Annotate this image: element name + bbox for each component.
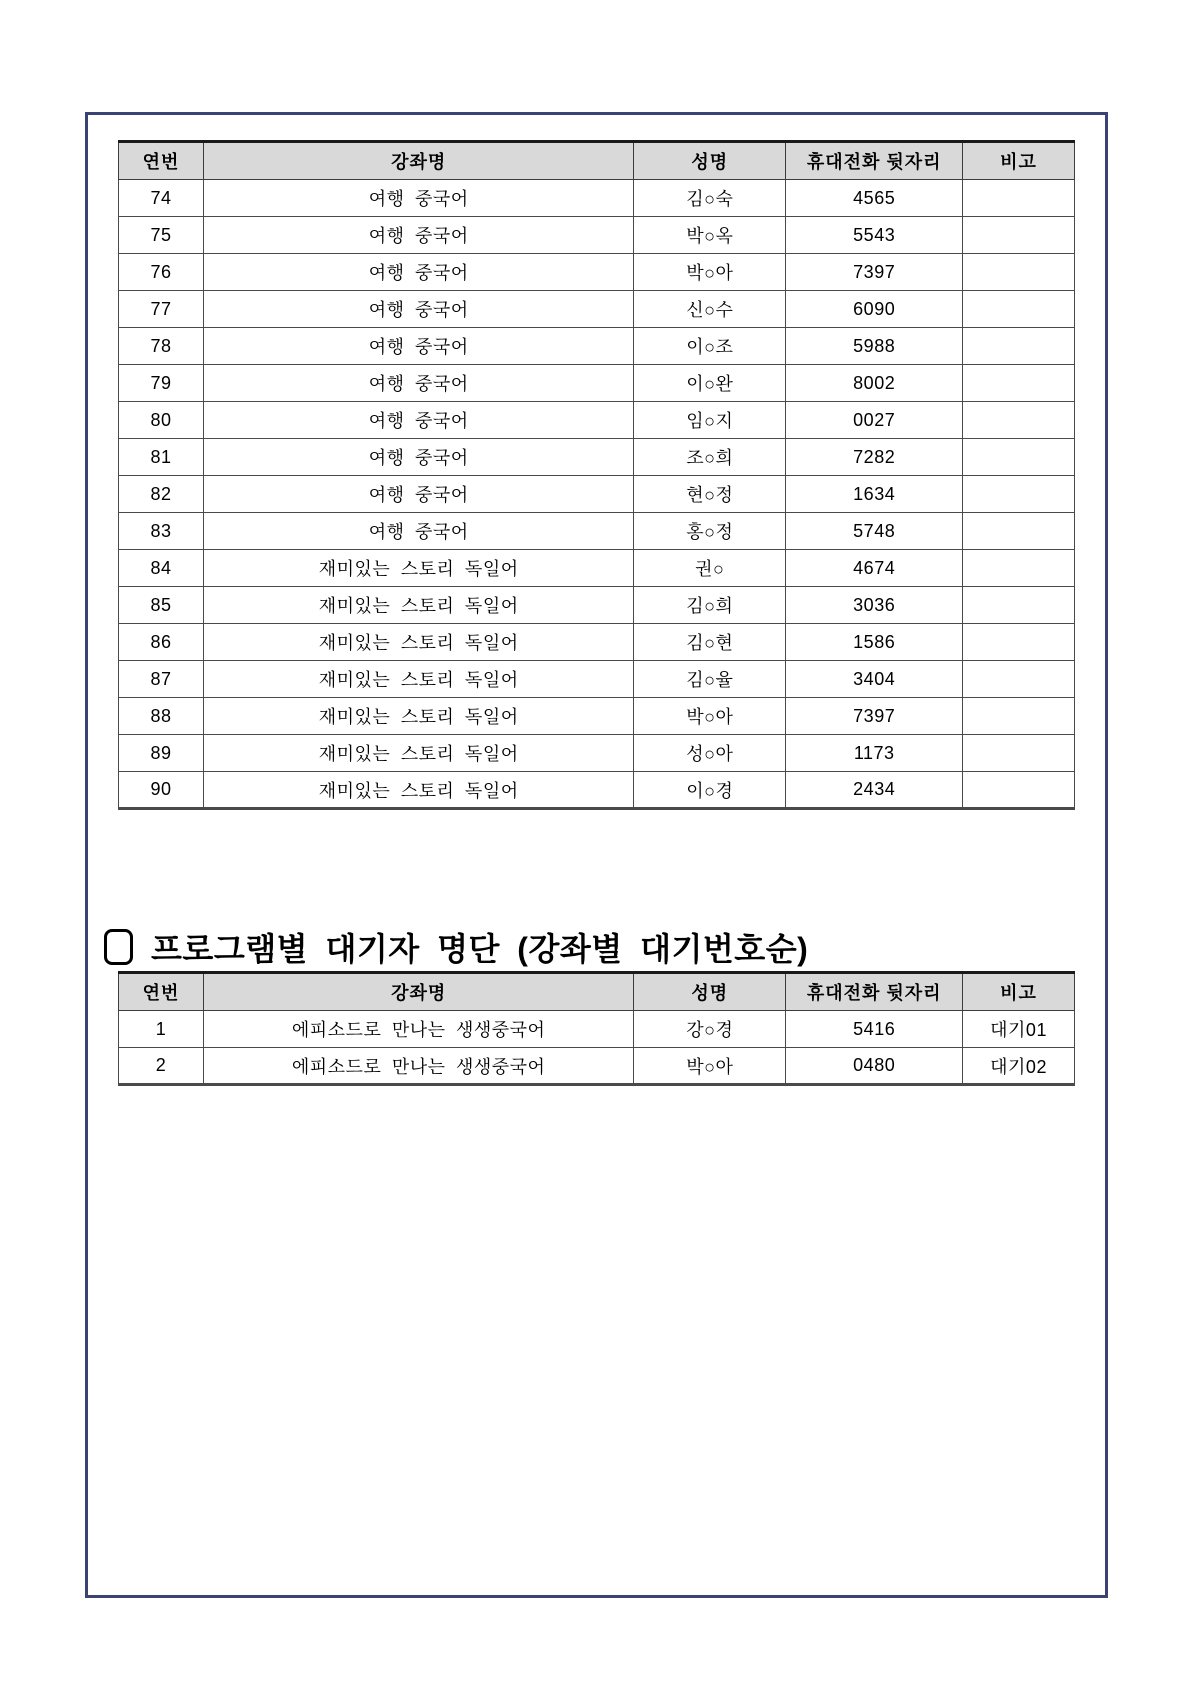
table-cell: 75 — [119, 217, 204, 254]
waitlist-table — [118, 971, 1075, 1086]
waitlist-header-row — [119, 973, 1075, 1011]
table-cell: 80 — [119, 402, 204, 439]
table-cell: 85 — [119, 587, 204, 624]
table-cell — [963, 661, 1075, 698]
table-cell — [963, 476, 1075, 513]
table-row — [119, 439, 1075, 476]
table-cell: 박○옥 — [634, 217, 786, 254]
table-row — [119, 772, 1075, 809]
table-cell: 현○정 — [634, 476, 786, 513]
table-cell — [963, 328, 1075, 365]
table-cell — [963, 587, 1075, 624]
column-header: 비고 — [963, 973, 1075, 1011]
column-header: 휴대전화 뒷자리 — [786, 973, 963, 1011]
enrollment-table-container — [118, 140, 1075, 810]
table-cell — [963, 624, 1075, 661]
waitlist-table-container — [118, 971, 1075, 1086]
table-cell: 90 — [119, 772, 204, 809]
table-cell — [963, 772, 1075, 809]
table-cell: 6090 — [786, 291, 963, 328]
table-cell: 0027 — [786, 402, 963, 439]
table-row — [119, 254, 1075, 291]
table-cell: 신○수 — [634, 291, 786, 328]
table-row — [119, 291, 1075, 328]
table-cell: 대기01 — [963, 1011, 1075, 1048]
table-cell: 대기02 — [963, 1048, 1075, 1085]
table-cell — [963, 735, 1075, 772]
table-cell: 여행 중국어 — [204, 402, 634, 439]
table-cell: 2434 — [786, 772, 963, 809]
table-cell — [963, 698, 1075, 735]
checkbox-icon — [104, 929, 133, 965]
table-row — [119, 624, 1075, 661]
table-cell: 여행 중국어 — [204, 291, 634, 328]
table-cell: 88 — [119, 698, 204, 735]
table-cell: 이○경 — [634, 772, 786, 809]
waitlist-section-title — [104, 924, 808, 970]
table-cell: 여행 중국어 — [204, 254, 634, 291]
table-cell — [963, 365, 1075, 402]
table-cell — [963, 180, 1075, 217]
table-cell: 5416 — [786, 1011, 963, 1048]
table-cell: 여행 중국어 — [204, 476, 634, 513]
table-cell: 7397 — [786, 698, 963, 735]
table-row — [119, 698, 1075, 735]
table-cell: 82 — [119, 476, 204, 513]
table-cell: 81 — [119, 439, 204, 476]
table-cell: 여행 중국어 — [204, 513, 634, 550]
column-header: 휴대전화 뒷자리 — [786, 142, 963, 180]
table-cell: 여행 중국어 — [204, 328, 634, 365]
table-cell — [963, 550, 1075, 587]
table-cell: 박○아 — [634, 698, 786, 735]
table-cell: 5748 — [786, 513, 963, 550]
table-cell: 에피소드로 만나는 생생중국어 — [204, 1011, 634, 1048]
table-cell: 임○지 — [634, 402, 786, 439]
table-cell: 5543 — [786, 217, 963, 254]
table-row — [119, 476, 1075, 513]
table-cell — [963, 291, 1075, 328]
table-cell: 재미있는 스토리 독일어 — [204, 698, 634, 735]
table-cell: 4674 — [786, 550, 963, 587]
column-header: 연번 — [119, 142, 204, 180]
table-row — [119, 513, 1075, 550]
table-cell — [963, 513, 1075, 550]
table-cell: 3404 — [786, 661, 963, 698]
table-cell: 박○아 — [634, 254, 786, 291]
table-row — [119, 550, 1075, 587]
table-cell: 이○완 — [634, 365, 786, 402]
column-header: 성명 — [634, 142, 786, 180]
table-row — [119, 661, 1075, 698]
table-cell: 83 — [119, 513, 204, 550]
table-cell: 여행 중국어 — [204, 439, 634, 476]
column-header: 강좌명 — [204, 142, 634, 180]
table-cell: 86 — [119, 624, 204, 661]
table-row — [119, 365, 1075, 402]
table-cell: 김○현 — [634, 624, 786, 661]
column-header: 연번 — [119, 973, 204, 1011]
table-cell: 5988 — [786, 328, 963, 365]
column-header: 비고 — [963, 142, 1075, 180]
table-cell: 재미있는 스토리 독일어 — [204, 624, 634, 661]
table-cell: 조○희 — [634, 439, 786, 476]
table-cell: 1586 — [786, 624, 963, 661]
table-row — [119, 587, 1075, 624]
table-row — [119, 1011, 1075, 1048]
table-cell: 87 — [119, 661, 204, 698]
table-cell: 4565 — [786, 180, 963, 217]
table-cell: 0480 — [786, 1048, 963, 1085]
enrollment-table — [118, 140, 1075, 810]
table-row — [119, 180, 1075, 217]
table-cell: 3036 — [786, 587, 963, 624]
table-cell: 재미있는 스토리 독일어 — [204, 587, 634, 624]
table-cell: 7397 — [786, 254, 963, 291]
table-cell: 76 — [119, 254, 204, 291]
table-cell — [963, 217, 1075, 254]
table-cell: 77 — [119, 291, 204, 328]
table-cell: 재미있는 스토리 독일어 — [204, 550, 634, 587]
table-cell: 74 — [119, 180, 204, 217]
table-cell: 이○조 — [634, 328, 786, 365]
table-row — [119, 735, 1075, 772]
table-cell: 78 — [119, 328, 204, 365]
table-cell: 성○아 — [634, 735, 786, 772]
table-cell: 홍○정 — [634, 513, 786, 550]
table-cell: 여행 중국어 — [204, 365, 634, 402]
table-cell: 재미있는 스토리 독일어 — [204, 735, 634, 772]
table-cell: 여행 중국어 — [204, 180, 634, 217]
table-cell: 에피소드로 만나는 생생중국어 — [204, 1048, 634, 1085]
table-cell: 84 — [119, 550, 204, 587]
table-cell — [963, 254, 1075, 291]
table-cell: 박○아 — [634, 1048, 786, 1085]
table-cell: 1173 — [786, 735, 963, 772]
table-cell: 재미있는 스토리 독일어 — [204, 661, 634, 698]
table-cell: 여행 중국어 — [204, 217, 634, 254]
column-header: 강좌명 — [204, 973, 634, 1011]
table-cell: 7282 — [786, 439, 963, 476]
table-row — [119, 217, 1075, 254]
table-cell: 89 — [119, 735, 204, 772]
table-cell: 강○경 — [634, 1011, 786, 1048]
table-cell: 2 — [119, 1048, 204, 1085]
table-cell: 8002 — [786, 365, 963, 402]
table-cell: 김○율 — [634, 661, 786, 698]
table-cell — [963, 439, 1075, 476]
table-row — [119, 402, 1075, 439]
table-cell: 1 — [119, 1011, 204, 1048]
waitlist-title-text: 프로그램별 대기자 명단 (강좌별 대기번호순) — [151, 931, 809, 967]
table-cell: 김○희 — [634, 587, 786, 624]
enrollment-header-row — [119, 142, 1075, 180]
table-cell — [963, 402, 1075, 439]
table-cell: 1634 — [786, 476, 963, 513]
table-cell: 권○ — [634, 550, 786, 587]
table-row — [119, 1048, 1075, 1085]
table-cell: 재미있는 스토리 독일어 — [204, 772, 634, 809]
table-cell: 79 — [119, 365, 204, 402]
table-cell: 김○숙 — [634, 180, 786, 217]
column-header: 성명 — [634, 973, 786, 1011]
table-row — [119, 328, 1075, 365]
